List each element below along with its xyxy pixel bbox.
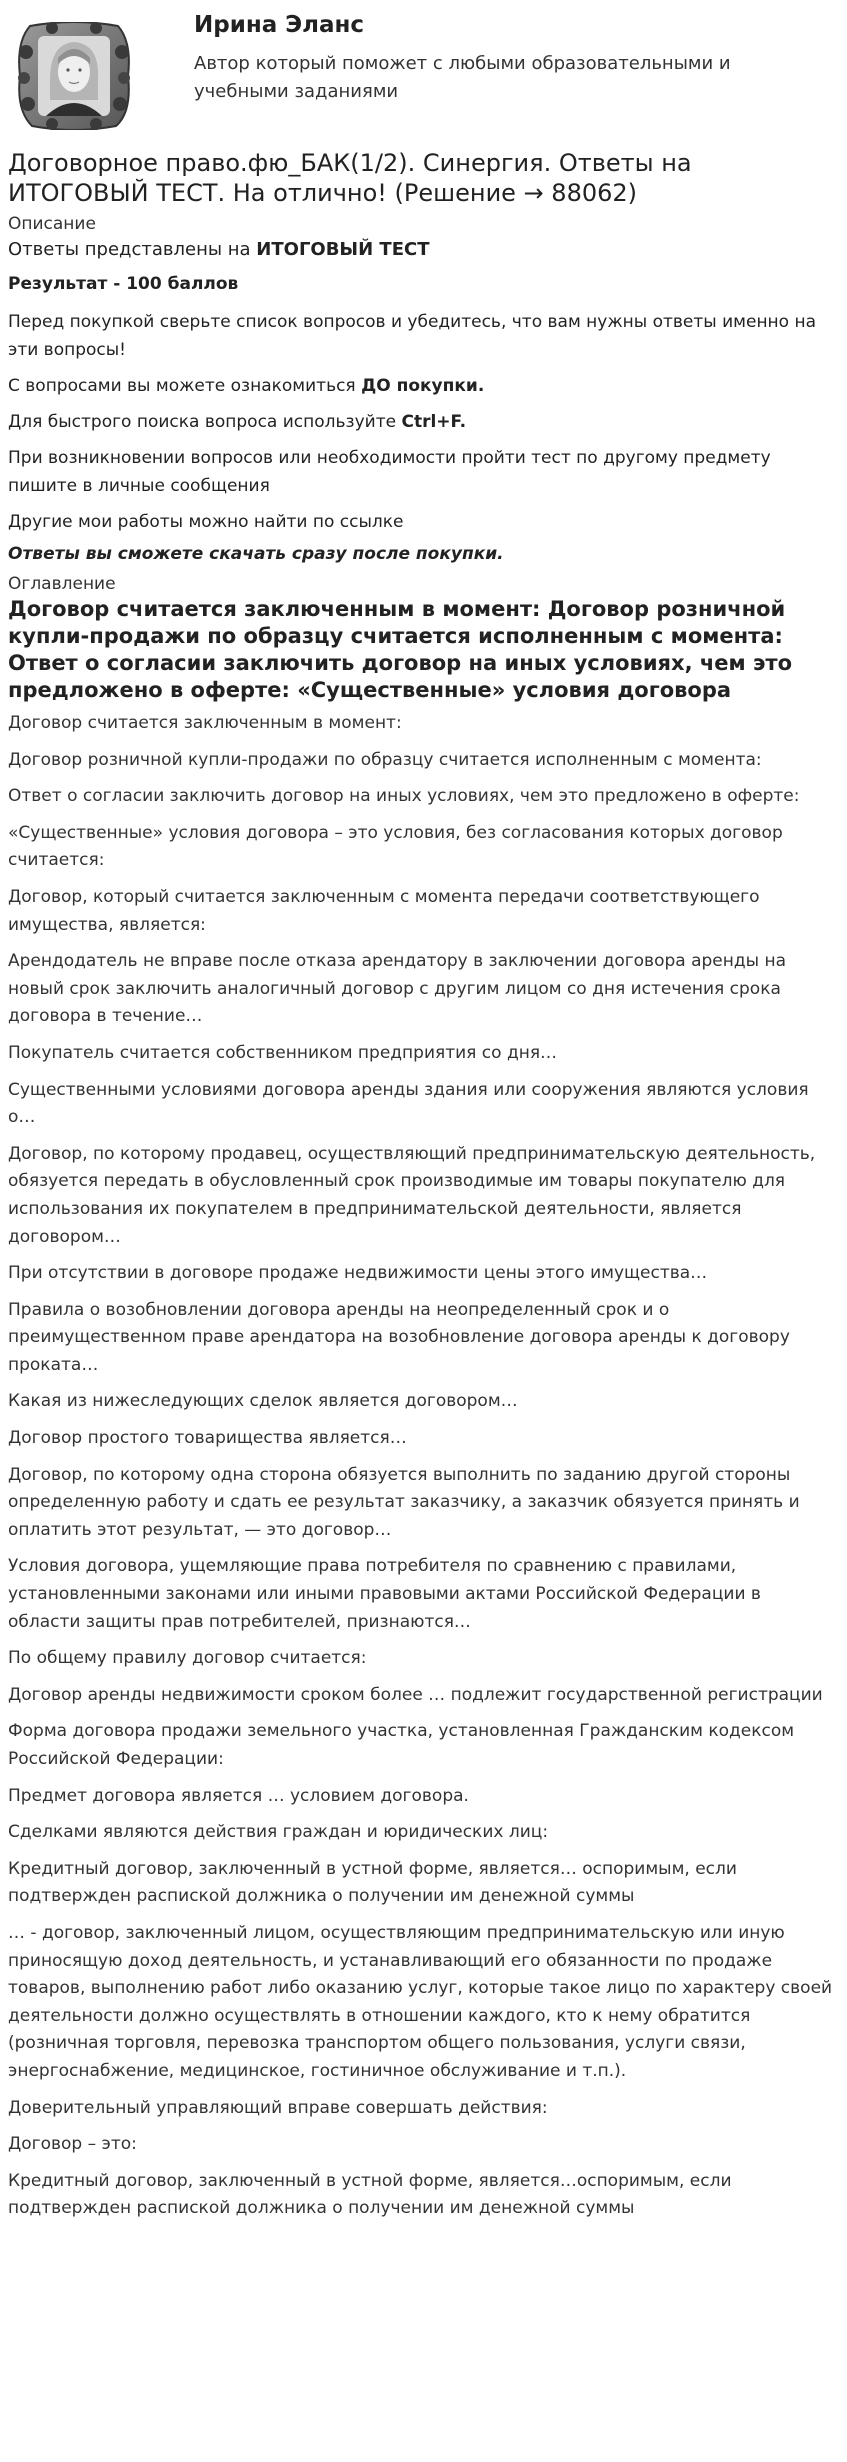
description-search-bold: Ctrl+F. <box>401 412 467 432</box>
question-item: По общему правилу договор считается: <box>8 1648 367 1669</box>
description-preview <box>8 372 837 400</box>
author-bio: Автор который поможет с любыми образовательными и учебными заданиями <box>194 53 731 102</box>
question-item: Договор – это: <box>8 2134 137 2155</box>
question-item: Договор розничной купли-продажи по образцу считается исполненным с момента: <box>8 749 762 770</box>
description-after-purchase: Ответы вы сможете скачать сразу после покупки. <box>8 544 504 564</box>
question-item: Договор простого товарищества является… <box>8 1428 407 1449</box>
description-intro-bold: ИТОГОВЫЙ ТЕСТ <box>256 239 430 260</box>
question-item: Ответ о согласии заключить договор на иных условиях, чем это предложено в оферте: <box>8 786 800 807</box>
question-item: Договор, который считается заключенным с момента передачи соответствующего имущества, является: <box>8 886 760 935</box>
question-item: «Существенные» условия договора – это условия, без согласования которых договор считается: <box>8 822 783 871</box>
toc-heading: Договор считается заключенным в момент: Договор розничной купли-продажи по образцу считается исполненным с момента: Ответ о согласии заключить договор на иных условиях, чем это предложено в оферте: «Существенные» условия договора <box>8 597 793 702</box>
question-list <box>8 710 837 2223</box>
question-item: Существенными условиями договора аренды здания или сооружения являются условия о… <box>8 1079 809 1128</box>
question-item: При отсутствии в договоре продаже недвижимости цены этого имущества… <box>8 1263 708 1284</box>
question-item: Сделками являются действия граждан и юридических лиц: <box>8 1822 549 1843</box>
toc-label: Оглавление <box>8 574 116 594</box>
question-item: Форма договора продажи земельного участка, установленная Гражданским кодексом Российской Федерации: <box>8 1721 795 1769</box>
author-name[interactable]: Ирина Эланс <box>194 12 365 38</box>
question-item: Покупатель считается собственником предприятия со дня… <box>8 1042 558 1063</box>
author-card <box>8 0 837 140</box>
question-item: Доверительный управляющий вправе совершать действия: <box>8 2097 548 2118</box>
toc-section <box>8 572 837 2223</box>
question-item: Договор считается заключенным в момент: <box>8 713 402 733</box>
product-title: Договорное право.фю_БАК(1/2). Синергия. Ответы на ИТОГОВЫЙ ТЕСТ. На отлично! (Решение → 88062) <box>8 149 692 207</box>
description-label: Описание <box>8 214 96 234</box>
question-item: Договор, по которому продавец, осуществляющий предпринимательскую деятельность, обязуется передать в обусловленный срок производимые им товары покупателю для использования их покупателем в предпринимательской деятельности, является договором… <box>8 1143 816 1247</box>
question-item: Правила о возобновлении договора аренды на неопределенный срок и о преимущественном праве арендатора на возобновление договора аренды к договору проката… <box>8 1299 790 1375</box>
description-result: Результат - 100 баллов <box>8 274 239 294</box>
question-item: Договор, по которому одна сторона обязуется выполнить по заданию другой стороны определенную работу и сдать ее результат заказчику, а заказчик обязуется принять и оплатить этот результат, — это договор… <box>8 1464 800 1540</box>
question-item: Условия договора, ущемляющие права потребителя по сравнению с правилами, установленными законами или иными правовыми актами Российской Федерации в области защиты прав потребителей, признаются… <box>8 1556 761 1632</box>
author-avatar[interactable] <box>16 22 132 130</box>
description-preview-bold: ДО покупки. <box>361 376 485 396</box>
question-item: … - договор, заключенный лицом, осуществляющим предпринимательскую или иную приносящую доход деятельность, и устанавливающий его обязанности по продаже товаров, выполнению работ либо оказанию услуг, которые такое лицо по характеру своей деятельности должно осуществлять в отношении каждого, кто к нему обратится (розничная торговля, перевозка транспортом общего пользования, услуги связи, энергоснабжение, медицинское, гостиничное обслуживание и т.п.). <box>8 1922 833 2081</box>
description-other-works-link[interactable]: Другие мои работы можно найти по ссылке <box>8 512 404 532</box>
question-item: Кредитный договор, заключенный в устной форме, является… оспоримым, если подтвержден распиской должника о получении им денежной суммы <box>8 1858 737 1907</box>
question-item: Какая из нижеследующих сделок является договором… <box>8 1391 518 1412</box>
question-item: Предмет договора является … условием договора. <box>8 1785 469 1806</box>
description-intro <box>8 236 837 264</box>
question-item: Договор аренды недвижимости сроком более … подлежит государственной регистрации <box>8 1684 823 1705</box>
question-item: Арендодатель не вправе после отказа арендатору в заключении договора аренды на новый срок заключить аналогичный договор с другим лицом со дня истечения срока договора в течение… <box>8 951 786 1027</box>
question-item: Кредитный договор, заключенный в устной форме, является…оспоримым, если подтвержден распиской должника о получении им денежной суммы <box>8 2170 732 2219</box>
description-search <box>8 408 837 436</box>
description-search-text: Для быстрого поиска вопроса используйте <box>8 412 402 432</box>
description-section <box>8 212 837 568</box>
description-check: Перед покупкой сверьте список вопросов и убедитесь, что вам нужны ответы именно на эти вопросы! <box>8 312 817 360</box>
description-intro-text: Ответы представлены на <box>8 239 257 260</box>
description-preview-text: С вопросами вы можете ознакомиться <box>8 376 362 396</box>
description-contact: При возникновении вопросов или необходимости пройти тест по другому предмету пишите в личные сообщения <box>8 448 771 496</box>
